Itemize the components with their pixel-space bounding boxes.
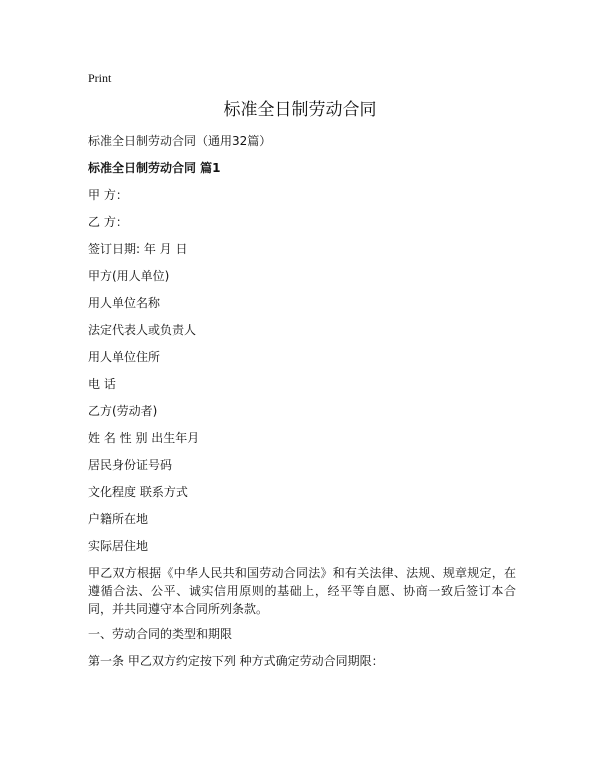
employer-name-label: 用人单位名称 <box>88 296 161 310</box>
party-b-label: 乙 方： <box>88 215 128 229</box>
chapter-one-heading: 一、劳动合同的类型和期限 <box>88 627 233 641</box>
document-subtitle: 标准全日制劳动合同（通用32篇） <box>88 134 272 148</box>
preamble-paragraph: 甲乙双方根据《中华人民共和国劳动合同法》和有关法律、法规、规章规定，在遵循合法、公平、诚实信用原则的基础上，经平等自愿、协商一致后签订本合同，并共同遵守本合同所列条款。 <box>88 566 516 616</box>
section-heading: 标准全日制劳动合同 篇1 <box>88 161 221 175</box>
phone-label: 电 话 <box>88 377 116 391</box>
sign-date-label: 签订日期: 年 月 日 <box>88 242 188 256</box>
party-a-label: 甲 方： <box>88 188 128 202</box>
legal-representative-label: 法定代表人或负责人 <box>88 323 197 337</box>
education-contact-label: 文化程度 联系方式 <box>88 485 188 499</box>
party-a-employer-label: 甲方(用人单位) <box>88 269 170 283</box>
actual-residence-label: 实际居住地 <box>88 539 149 553</box>
household-registration-label: 户籍所在地 <box>88 512 149 526</box>
document-title: 标准全日制劳动合同 <box>223 100 377 120</box>
article-one-text: 第一条 甲乙双方约定按下列 种方式确定劳动合同期限： <box>88 654 384 668</box>
id-number-label: 居民身份证号码 <box>88 458 173 472</box>
name-gender-birth-label: 姓 名 性 别 出生年月 <box>88 431 200 445</box>
print-link[interactable]: Print <box>88 71 112 85</box>
party-b-worker-label: 乙方(劳动者) <box>88 404 158 418</box>
employer-address-label: 用人单位住所 <box>88 350 161 364</box>
